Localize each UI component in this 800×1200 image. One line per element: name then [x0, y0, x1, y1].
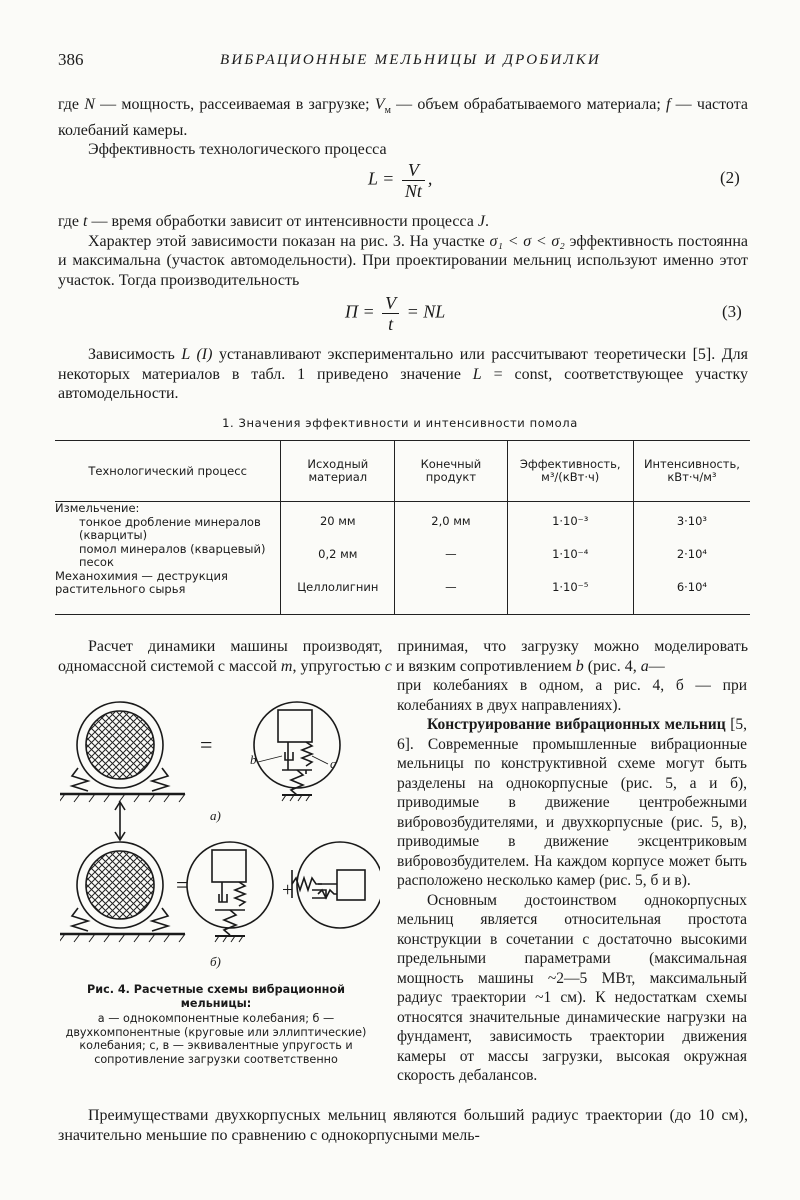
figure-4-diagram [60, 690, 380, 980]
equals-sign-top: = [200, 732, 213, 757]
subfigure-b-label: б) [210, 954, 221, 969]
text-block-3: Зависимость L (I) устанавливают экспериментально или рассчитывают теоретически [5]. Для некоторых материалов в табл. 1 приведено значение L = const, соответствующее участку автомодельности. [58, 346, 749, 402]
subfigure-a-label: а) [210, 808, 221, 823]
col-header-initial: Исходный материал [281, 441, 395, 502]
scheme-bottom-1 [187, 842, 273, 942]
col-header-process: Технологический процесс [55, 441, 281, 502]
plus-sign: + [282, 879, 294, 901]
figure-caption [56, 983, 376, 1066]
equals-sign-bottom: = [176, 872, 189, 897]
col-header-eff: Эффективность, м³/(кВт·ч) [507, 441, 633, 502]
running-head: ВИБРАЦИОННЫЕ МЕЛЬНИЦЫ И ДРОБИЛКИ [220, 52, 601, 68]
table-row [55, 502, 750, 615]
cell-final: 2,0 мм — — [395, 502, 507, 615]
col-header-int: Интенсивность, кВт·ч/м³ [633, 441, 750, 502]
section-heading: Конструирование вибрационных мельниц [427, 716, 726, 733]
text-block-5: Преимуществами двухкорпусных мельниц являются больший радиус траектории (до 10 см), значительно меньшие по сравнению с однокорпусными мель- [58, 1107, 748, 1144]
equation-2-number: (2) [720, 168, 740, 187]
page-number: 386 [58, 50, 84, 69]
cell-process: Измельчение: тонкое дробление минералов (кварциты) помол минералов (кварцевый) песок Механохимия — деструкция растительного сырья [55, 502, 281, 615]
text-block-2: где t — время обработки зависит от интенсивности процесса J. Характер этой зависимости показан на рис. 3. На участке σ₁ < σ < σ₂ эффективность постоянна и максимальна (участок автомодельности). При проектировании мельниц используют именно этот участок. Тогда производительность [58, 213, 749, 289]
data-table [55, 440, 750, 615]
label-b: b [250, 752, 257, 767]
equation-3: П = $\frac{V}{t}$ = NL [345, 293, 446, 334]
drum-top [60, 702, 185, 802]
drum-bottom [60, 842, 185, 942]
scheme-bottom-2 [292, 842, 380, 928]
figure-caption-title: Рис. 4. Расчетные схемы вибрационной мельницы: [87, 983, 345, 1010]
table-caption: 1. Значения эффективности и интенсивности помола [222, 416, 578, 430]
equation-3-number: (3) [722, 302, 742, 321]
label-c: c [330, 756, 336, 771]
col-header-final: Конечный продукт [395, 441, 507, 502]
figure-caption-desc: а — однокомпонентные колебания; б — двухкомпонентные (круговые или эллиптические) колебания; с, в — эквивалентные упругость и сопротивление загрузки соответственно [65, 1012, 367, 1066]
text-block-1: где N — мощность, рассеиваемая в загрузке; $V_м$ — объем обрабатываемого материала; f — частота колебаний камеры. Эффективность технологического процесса [58, 96, 749, 159]
scheme-top [254, 702, 340, 801]
cell-initial: 20 мм 0,2 мм Целлолигнин [281, 502, 395, 615]
cell-int: 3·10³ 2·10⁴ 6·10⁴ [633, 502, 750, 615]
equation-2: L = $\frac{V}{Nt}$ , [368, 160, 433, 201]
paragraph: Эффективность технологического процесса [88, 141, 387, 159]
text-block-right: при колебаниях в одном, а рис. 4, б — при колебаниях в двух направлениях). Конструирование вибрационных мельниц [5, 6]. Современные промышленные вибрационные мельницы по конструктивной схеме могут быть разделены на однокорпусные (рис. 5, а и б), приводимые в движение центробежными вибровозбудителями, и двухкорпусные (рис. 5, в), приводимые в движение эксцентриковым вибровозбудителем. На каждом корпусе может быть расположено несколько камер (рис. 5, б и в). Основным достоинством однокорпусных мельниц является относительная простота конструкции в сочетании с достаточно высокими предельными параметрами (максимальная мощность машины ~2—5 МВт, максимальный радиус траектории ~1 см). К недостаткам схемы относятся значительные динамические нагрузки на фундамент, зависимость траектории движения камеры от массы загрузки, высокая окружная скорость дебалансов. [397, 677, 747, 1084]
text-block-4: Расчет динамики машины производят, принимая, что загрузку можно моделировать одномассной системой с массой m, упругостью c и вязким сопротивлением b (рис. 4, а— [58, 638, 748, 675]
cell-eff: 1·10⁻³ 1·10⁻⁴ 1·10⁻⁵ [507, 502, 633, 615]
